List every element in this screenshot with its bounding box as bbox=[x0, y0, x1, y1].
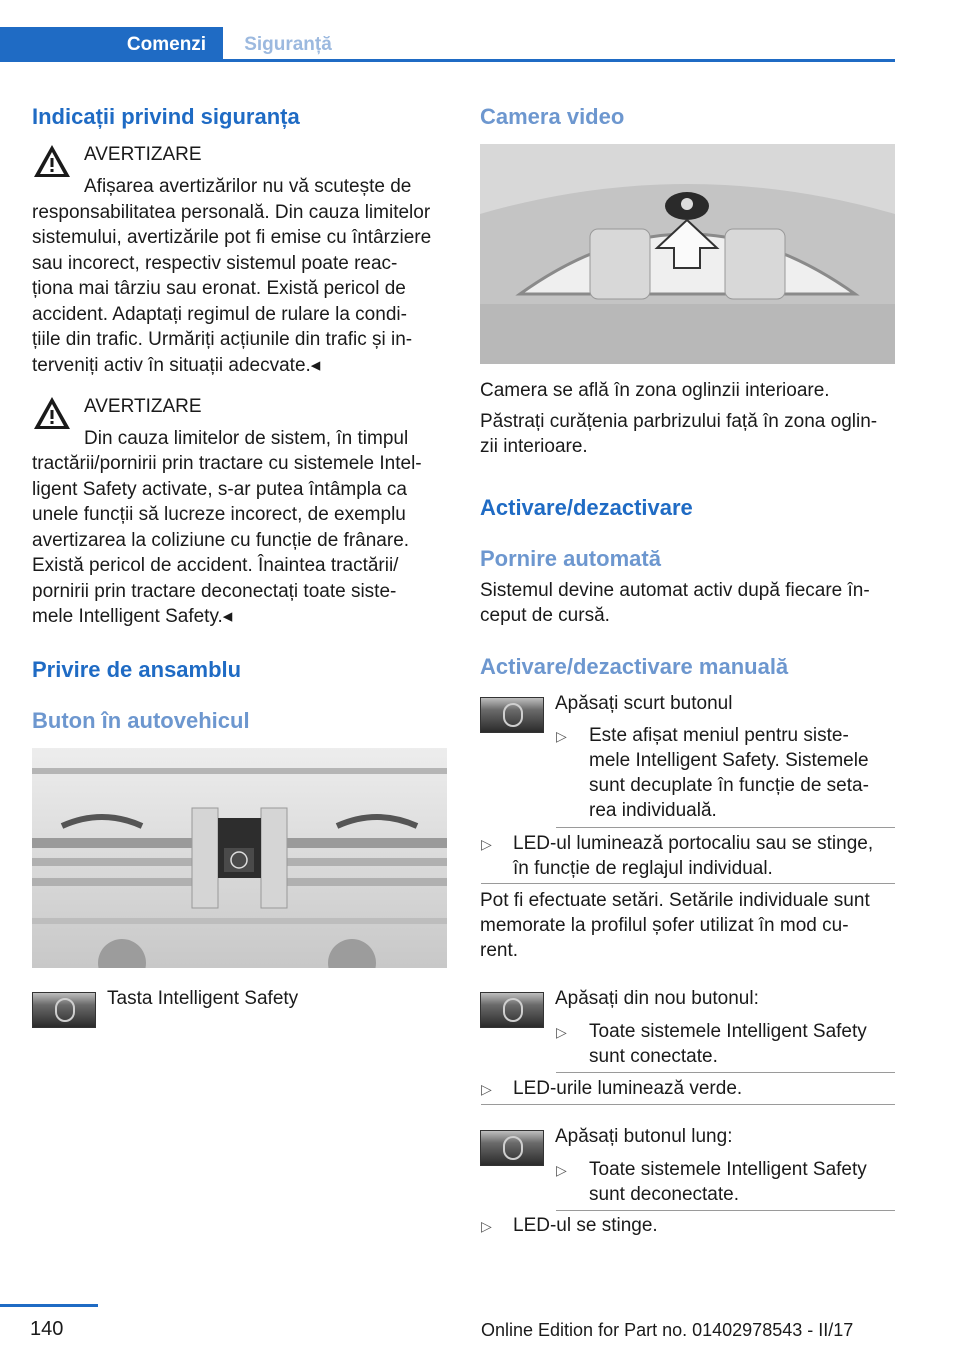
bullet-text: Este afișat meniul pentru siste‐ bbox=[589, 725, 849, 746]
heading-safety: Indicații privind siguranța bbox=[32, 104, 300, 129]
warning-2-title: AVERTIZARE bbox=[84, 396, 202, 417]
warning-1-line: ționa mai târziu sau eronat. Există pericol de bbox=[32, 278, 406, 299]
triangle-bullet-icon: ▷ bbox=[556, 1162, 567, 1178]
heading-activation: Activare/dezactivare bbox=[480, 495, 693, 520]
bullet-text: sunt decuplate în funcție de seta‐ bbox=[589, 775, 869, 796]
heading-overview: Privire de ansamblu bbox=[32, 657, 242, 682]
camera-location-text: Camera se află în zona oglinzii interioare. bbox=[480, 380, 830, 401]
separator bbox=[556, 827, 895, 828]
warning-1-line: accident. Adaptați regimul de rulare la condi‐ bbox=[32, 304, 407, 325]
bullet-text: LED-ul luminează portocaliu sau se stinge, bbox=[513, 833, 874, 854]
page-number-rule bbox=[0, 1304, 98, 1307]
warning-2-line: avertizarea la coliziune cu funcție de frânare. bbox=[32, 530, 410, 551]
bullet-text: Toate sistemele Intelligent Safety bbox=[589, 1159, 867, 1180]
triangle-bullet-icon: ▷ bbox=[481, 836, 492, 852]
auto-start-text: Sistemul devine automat activ după fiecare în‐ bbox=[480, 580, 870, 601]
tab-comenzi[interactable]: Comenzi bbox=[110, 27, 223, 62]
bullet-text: Toate sistemele Intelligent Safety bbox=[589, 1021, 867, 1042]
heading-auto-start: Pornire automată bbox=[480, 546, 661, 571]
warning-2-line: pornirii prin tractare deconectați toate siste‐ bbox=[32, 581, 397, 602]
warning-2-line: Există pericol de accident. Înaintea tractării/ bbox=[32, 555, 399, 576]
camera-clean-text: Păstrați curățenia parbrizului față în zona oglin‐ bbox=[480, 411, 878, 432]
press-long-text: Apăsați butonul lung: bbox=[555, 1126, 733, 1147]
intelligent-safety-button-icon bbox=[480, 992, 544, 1028]
edition-footer: Online Edition for Part no. 01402978543 - II/17 bbox=[481, 1320, 854, 1340]
bullet-text: LED-ul se stinge. bbox=[513, 1215, 658, 1236]
warning-2-line: Din cauza limitelor de sistem, în timpul bbox=[84, 428, 409, 449]
triangle-bullet-icon: ▷ bbox=[481, 1218, 492, 1234]
warning-2-line: mele Intelligent Safety.◂ bbox=[32, 606, 233, 627]
triangle-bullet-icon: ▷ bbox=[481, 1081, 492, 1097]
warning-1-title: AVERTIZARE bbox=[84, 144, 202, 165]
warning-triangle-icon bbox=[32, 143, 72, 179]
warning-triangle-icon bbox=[32, 395, 72, 431]
warning-1-line: sau incorect, respectiv sistemul poate reac‐ bbox=[32, 253, 398, 274]
triangle-bullet-icon: ▷ bbox=[556, 1024, 567, 1040]
tab-bar-rule bbox=[223, 59, 895, 62]
heading-manual: Activare/dezactivare manuală bbox=[480, 654, 789, 679]
separator bbox=[556, 1072, 895, 1073]
auto-start-text: ceput de cursă. bbox=[480, 605, 610, 626]
settings-text: rent. bbox=[480, 940, 519, 961]
button-caption: Tasta Intelligent Safety bbox=[107, 988, 299, 1009]
separator bbox=[481, 883, 895, 884]
intelligent-safety-button-icon bbox=[32, 992, 96, 1028]
bullet-text: sunt conectate. bbox=[589, 1046, 718, 1067]
dashboard-button-photo bbox=[32, 748, 447, 968]
settings-text: memorate la profilul șofer utilizat în mod cu‐ bbox=[480, 915, 849, 936]
warning-1-line: Afișarea avertizărilor nu vă scutește de bbox=[84, 176, 412, 197]
warning-1-line: țiile din trafic. Urmăriți acțiunile din trafic și in‐ bbox=[32, 329, 413, 350]
camera-clean-text: zii interioare. bbox=[480, 436, 588, 457]
warning-1-line: responsabilitatea personală. Din cauza limitelor bbox=[32, 202, 431, 223]
warning-1-line: sistemului, avertizările pot fi emise cu întârziere bbox=[32, 227, 432, 248]
press-short-text: Apăsați scurt butonul bbox=[555, 693, 733, 714]
intelligent-safety-button-icon bbox=[480, 1130, 544, 1166]
camera-windshield-photo bbox=[480, 144, 895, 364]
warning-2-line: unele funcții să lucreze incorect, de exemplu bbox=[32, 504, 406, 525]
heading-camera: Camera video bbox=[480, 104, 625, 129]
tab-bar-accent bbox=[0, 27, 110, 62]
tab-siguranta[interactable]: Siguranță bbox=[244, 34, 332, 55]
bullet-text: sunt deconectate. bbox=[589, 1184, 739, 1205]
bullet-text: în funcție de reglajul individual. bbox=[513, 858, 773, 879]
bullet-text: rea individuală. bbox=[589, 800, 717, 821]
separator bbox=[481, 1104, 895, 1105]
bullet-text: LED-urile luminează verde. bbox=[513, 1078, 743, 1099]
settings-text: Pot fi efectuate setări. Setările individuale sunt bbox=[480, 890, 870, 911]
press-again-text: Apăsați din nou butonul: bbox=[555, 988, 759, 1009]
heading-button-in-car: Buton în autovehicul bbox=[32, 708, 250, 733]
triangle-bullet-icon: ▷ bbox=[556, 728, 567, 744]
intelligent-safety-button-icon bbox=[480, 697, 544, 733]
warning-1-line: terveniți activ în situații adecvate.◂ bbox=[32, 355, 321, 376]
top-tab-bar bbox=[0, 0, 960, 62]
warning-2-line: tractării/pornirii prin tractare cu sistemele Intel‐ bbox=[32, 453, 422, 474]
page-number: 140 bbox=[30, 1318, 64, 1340]
separator bbox=[556, 1210, 895, 1211]
warning-2-line: ligent Safety activate, s-ar putea întâmpla ca bbox=[32, 479, 407, 500]
bullet-text: mele Intelligent Safety. Sistemele bbox=[589, 750, 869, 771]
